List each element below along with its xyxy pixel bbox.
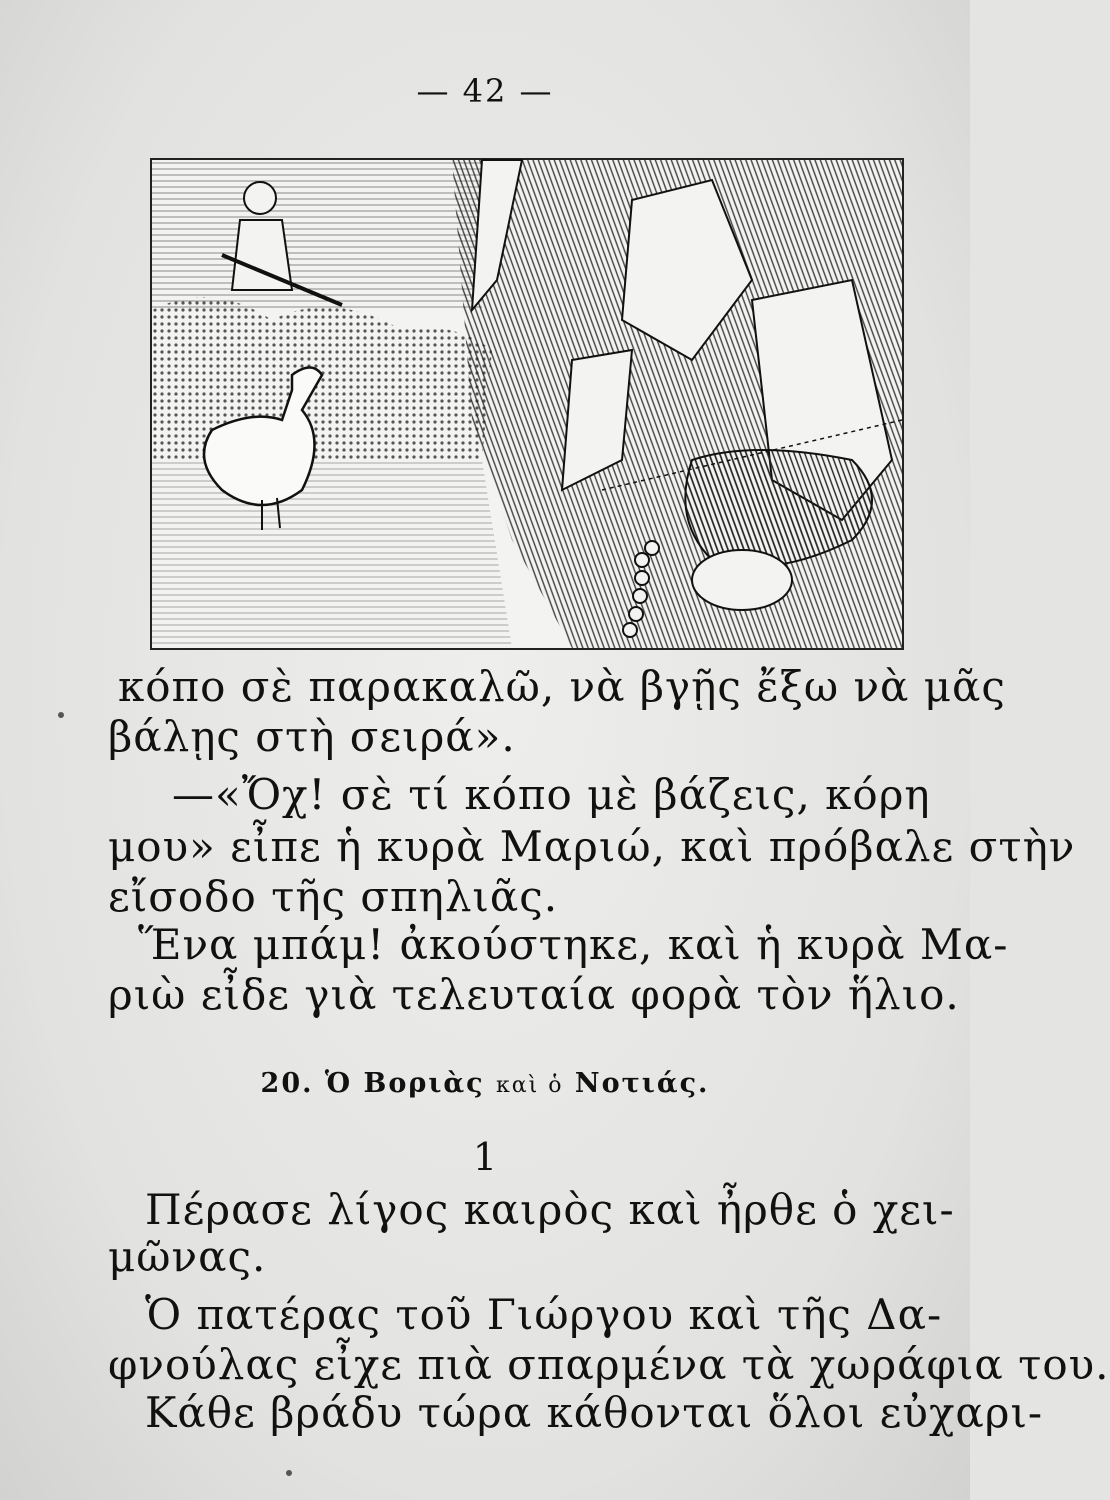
engraving-illustration [150,158,904,650]
section-title-connector: καὶ ὁ [496,1073,564,1098]
text-line: μου» εἶπε ἡ κυρὰ Μαριώ, καὶ πρόβαλε στὴν [108,822,1076,871]
text-line: κόπο σὲ παρακαλῶ, νὰ βγῇς ἔξω νὰ μᾶς [118,662,1006,711]
section-heading [0,1068,970,1099]
section-title-part1: Ὁ Βοριὰς [324,1068,485,1099]
illustration-drawing [152,160,902,648]
text-line: βάλῃς στὴ σειρά». [108,712,516,761]
subsection-number: 1 [472,1135,498,1179]
text-line: εἴσοδο τῆς σπηλιᾶς. [108,872,559,921]
section-number: 20. [260,1068,314,1099]
paper-speck [286,1470,292,1476]
text-line: μῶνας. [108,1232,267,1281]
text-line: Ἕνα μπάμ! ἀκούστηκε, καὶ ἡ κυρὰ Μα- [138,920,1009,969]
text-line: —«Ὄχ! σὲ τί κόπο μὲ βάζεις, κόρη [172,770,931,819]
text-line: Πέρασε λίγος καιρὸς καὶ ἦρθε ὁ χει- [145,1185,955,1234]
paper-speck [58,712,64,718]
text-line: Ὁ πατέρας τοῦ Γιώργου καὶ τῆς Δα- [145,1290,943,1339]
text-line: ριὼ εἶδε γιὰ τελευταία φορὰ τὸν ἥλιο. [108,970,960,1019]
section-title-part2: Νοτιάς. [574,1068,710,1099]
text-line: φνούλας εἶχε πιὰ σπαρμένα τὰ χωράφια του. [108,1340,1110,1389]
text-line: Κάθε βράδυ τώρα κάθονται ὅλοι εὐχαρι- [145,1388,1044,1437]
page-number: — 42 — [416,72,554,110]
